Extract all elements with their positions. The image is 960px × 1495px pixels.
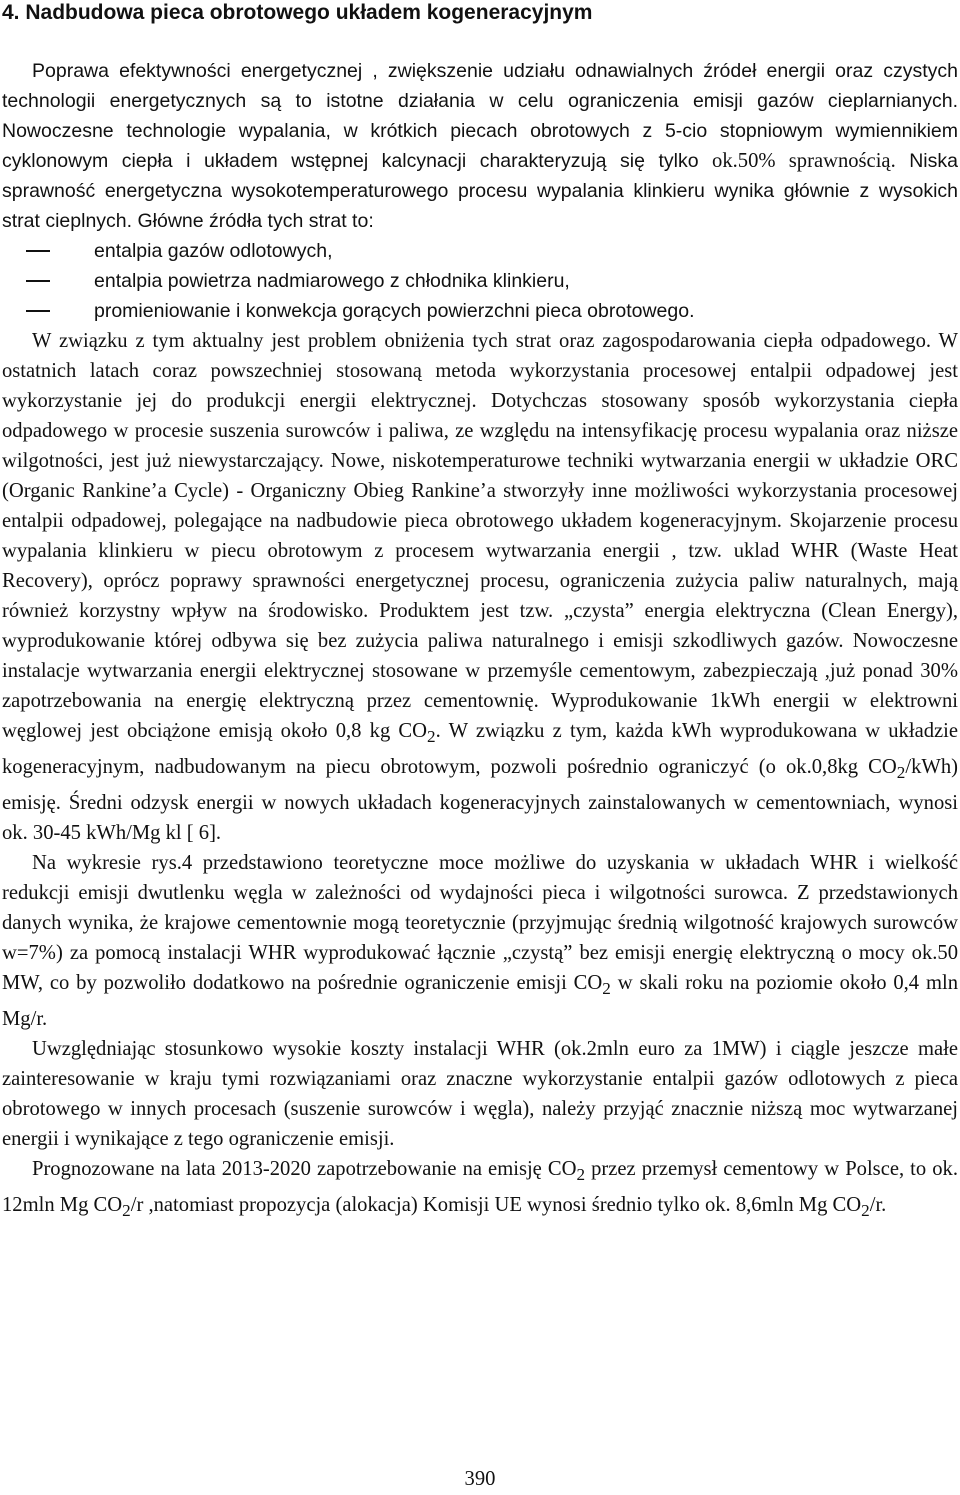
heat-loss-list bbox=[2, 236, 958, 326]
list-item: entalpia powietrza nadmiarowego z chłodnika klinkieru, bbox=[2, 266, 958, 296]
paragraph-intro: Poprawa efektywności energetycznej , zwiększenie udziału odnawialnych źródeł energii oraz czystych technologii energetycznych są to istotne działania w celu ograniczenia emisji gazów cieplarnianych. Nowoczesne technologie wypalania, w krótkich piecach obrotowych z 5-cio stopniowym wymiennikiem cyklonowym ciepła i układem wstępnej kalcynacji charakteryzują się tylko ok.50% sprawnością. Niska sprawność energetyczna wysokotemperaturowego procesu wypalania klinkieru wynika głównie z wysokich strat cieplnych. Główne źródła tych strat to: bbox=[2, 60, 958, 232]
paragraph-chart-reference: Na wykresie rys.4 przedstawiono teoretyczne moce możliwe do uzyskania w układach WHR i wielkość redukcji emisji dwutlenku węgla w zależności od wydajności pieca i wilgotności surowca. Z przedstawionych danych wynika, że krajowe cementownie mogą teoretycznie (przyjmując średnią wilgotność krajowych surowców w=7%) za pomocą instalacji WHR wyprodukować łącznie „czystą” bez emisji energię elektryczną o mocy ok.50 MW, co by pozwoliło dodatkowo na pośrednie ograniczenie emisji $CO_2$ w skali roku na poziomie około 0,4 mln Mg/r. bbox=[2, 852, 958, 1031]
dash-bullet-icon bbox=[26, 280, 50, 282]
paragraph-costs: Uwzględniając stosunkowo wysokie koszty instalacji WHR (ok.2mln euro za 1MW) i ciągle jeszcze małe zainteresowanie w kraju tymi rozwiązaniami oraz znaczne wykorzystanie entalpii gazów odlotowych z pieca obrotowego w innych procesach (suszenie surowców i węgla), należy przyjąć znacznie niższą moc wytwarzanej energii i wynikające z tego ograniczenie emisji. bbox=[2, 1038, 958, 1151]
paragraph-whr: W związku z tym aktualny jest problem obniżenia tych strat oraz zagospodarowania ciepła odpadowego. W ostatnich latach coraz powszechniej stosowaną metoda wykorzystania procesowej entalpii odpadowej jest wykorzystanie jej do produkcji energii elektrycznej. Dotychczas stosowany sposób wykorzystania ciepła odpadowego w procesie suszenia surowców i paliwa, ze względu na intensyfikację procesu wypalania oraz niższe wilgotności, jest już niewystarczający. Nowe, niskotemperaturowe techniki wytwarzania energii w układzie ORC (Organic Rankine’a Cycle) - Organiczny Obieg Rankine’a stworzyły inne możliwości wykorzystania procesowej entalpii odpadowej, polegające na nadbudowie pieca obrotowego układem kogeneracyjnym. Skojarzenie procesu wypalania klinkieru w piecu obrotowym z procesem wytwarzania energii , tzw. uklad WHR (Waste Heat Recovery), oprócz poprawy sprawności energetycznej procesu, ograniczenia zużycia paliw naturalnych, mają również korzystny wpływ na środowisko. Produktem jest tzw. „czysta” energia elektryczna (Clean Energy), wyprodukowanie której odbywa się bez zużycia paliwa naturalnego i emisji szkodliwych gazów. Nowoczesne instalacje wytwarzania energii elektrycznej stosowane w przemyśle cementowym, zabezpieczają ,już ponad 30% zapotrzebowania na energię elektryczną przez cementownię. Wyprodukowanie 1kWh energii w elektrowni węglowej jest obciążone emisją około 0,8 kg $CO_2$. W związku z tym, każda kWh wyprodukowana w układzie kogeneracyjnym, nadbudowanym na piecu obrotowym, pozwoli pośrednio ograniczyć (o ok.0,8kg $CO_2/kWh$) emisję. Średni odzysk energii w nowych układach kogeneracyjnych zainstalowanych w cementowniach, wynosi ok. 30-45 kWh/Mg kl [ 6]. bbox=[2, 330, 959, 845]
body-text bbox=[2, 56, 958, 1227]
list-item: promieniowanie i konwekcja gorących powierzchni pieca obrotowego. bbox=[2, 296, 958, 326]
list-item: entalpia gazów odlotowych, bbox=[2, 236, 958, 266]
section-heading: 4. Nadbudowa pieca obrotowego układem kogeneracyjnym bbox=[2, 1, 593, 24]
paragraph-forecast: Prognozowane na lata 2013-2020 zapotrzebowanie na emisję $CO_2$ przez przemysł cementowy w Polsce, to ok. 12mln Mg $CO_2/r$ ,natomiast propozycja (alokacja) Komisji UE wynosi średnio tylko ok. 8,6mln Mg $CO_2/r$. bbox=[2, 1158, 958, 1221]
dash-bullet-icon bbox=[26, 250, 50, 252]
page-number: 390 bbox=[464, 1468, 496, 1490]
dash-bullet-icon bbox=[26, 310, 50, 312]
